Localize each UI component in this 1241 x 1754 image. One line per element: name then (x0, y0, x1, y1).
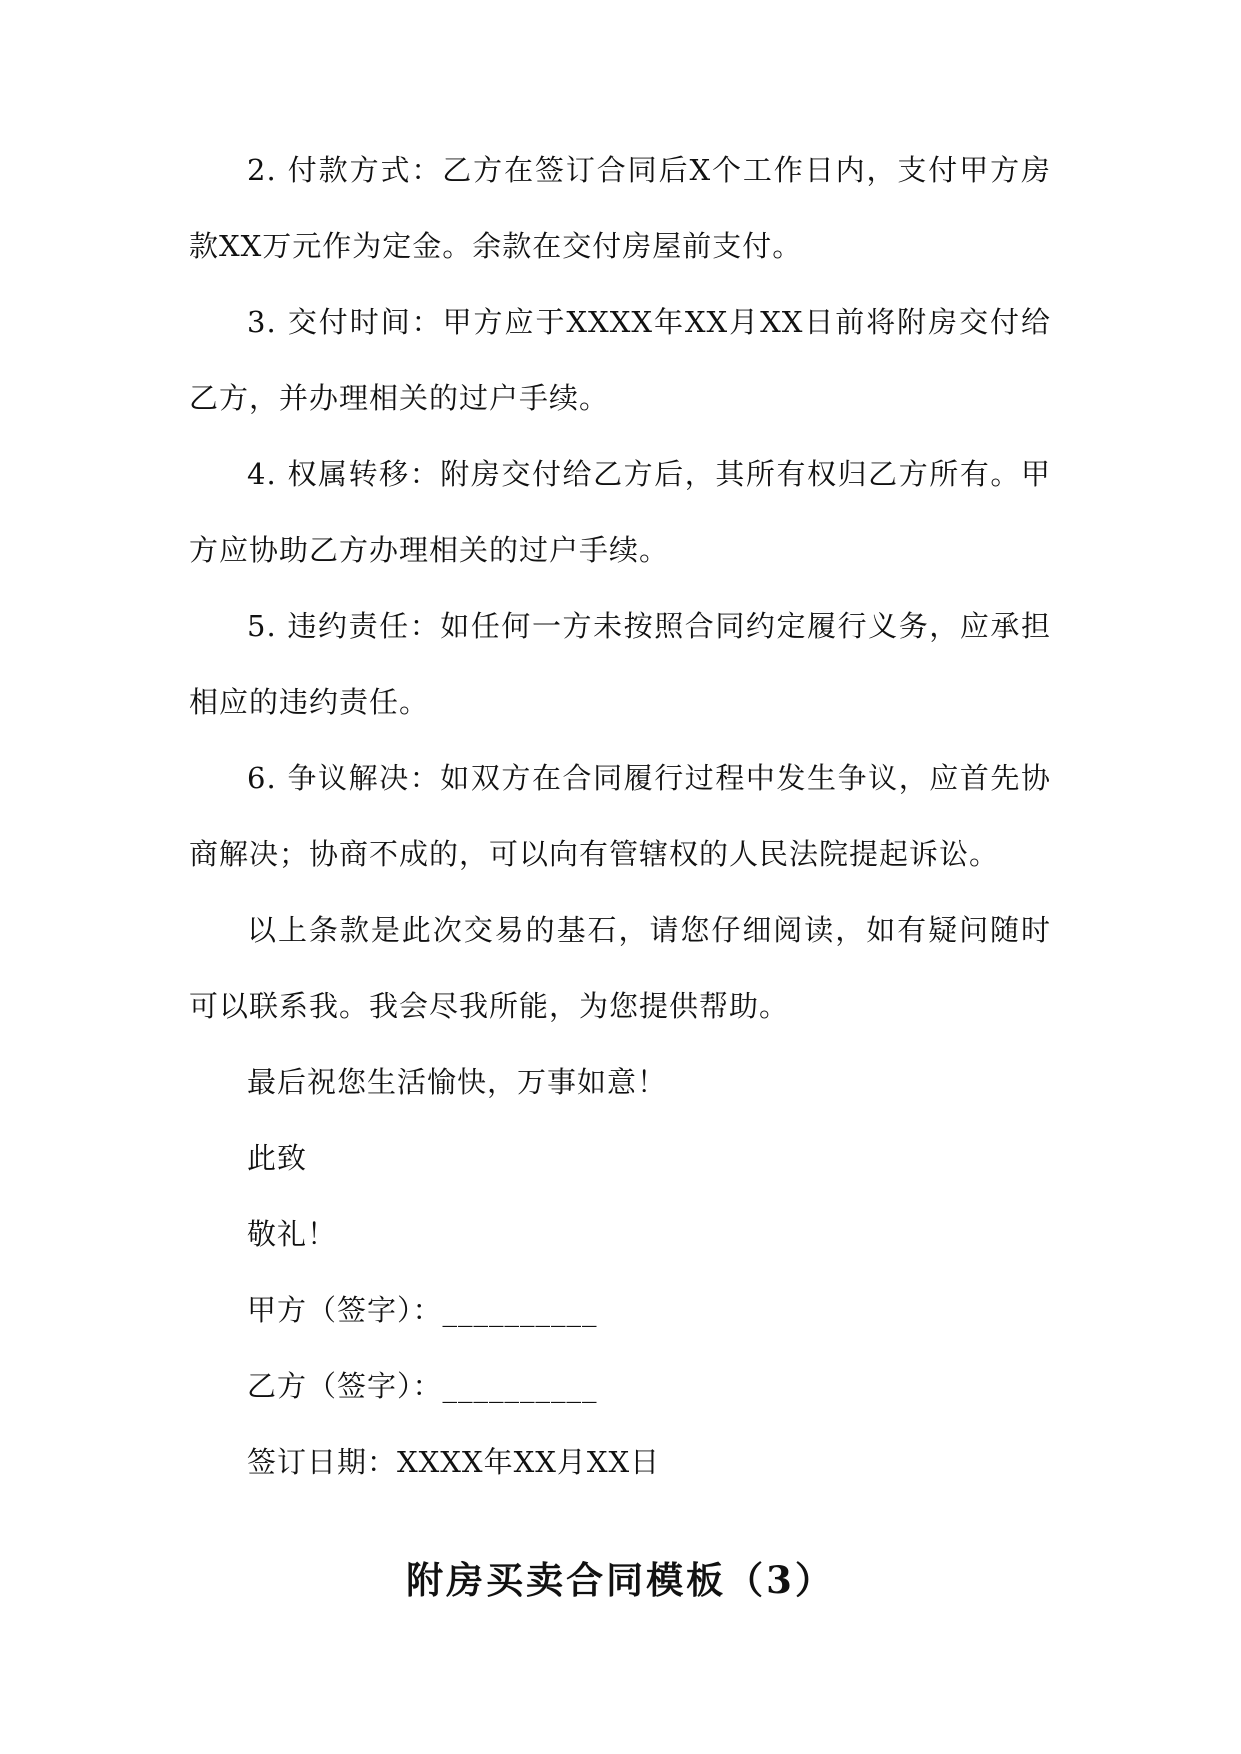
closing-note: 以上条款是此次交易的基石，请您仔细阅读，如有疑问随时可以联系我。我会尽我所能，为您提供帮助。 (189, 913, 1051, 1023)
salutation-cizhi: 此致 (247, 1141, 308, 1175)
signature-party-a: 甲方（签字）：__________ (247, 1293, 598, 1327)
closing-wish: 最后祝您生活愉快，万事如意！ (247, 1065, 668, 1099)
document-body (189, 132, 1051, 1500)
salutation-jingli: 敬礼！ (247, 1217, 338, 1251)
clause-ownership-transfer: 4. 权属转移：附房交付给乙方后，其所有权归乙方所有。甲方应协助乙方办理相关的过户手续。 (189, 457, 1051, 567)
signature-party-b: 乙方（签字）：__________ (247, 1369, 598, 1403)
clause-payment-method: 2. 付款方式：乙方在签订合同后X个工作日内，支付甲方房款XX万元作为定金。余款在交付房屋前支付。 (189, 153, 1051, 263)
clause-breach-liability: 5. 违约责任：如任何一方未按照合同约定履行义务，应承担相应的违约责任。 (189, 609, 1051, 719)
sign-date: 签订日期：XXXX年XX月XX日 (247, 1445, 661, 1479)
clause-delivery-time: 3. 交付时间：甲方应于XXXX年XX月XX日前将附房交付给乙方，并办理相关的过户手续。 (189, 305, 1051, 415)
section-title: 附房买卖合同模板（3） (406, 1558, 835, 1602)
clause-dispute-resolution: 6. 争议解决：如双方在合同履行过程中发生争议，应首先协商解决；协商不成的，可以向有管辖权的人民法院提起诉讼。 (189, 761, 1051, 871)
